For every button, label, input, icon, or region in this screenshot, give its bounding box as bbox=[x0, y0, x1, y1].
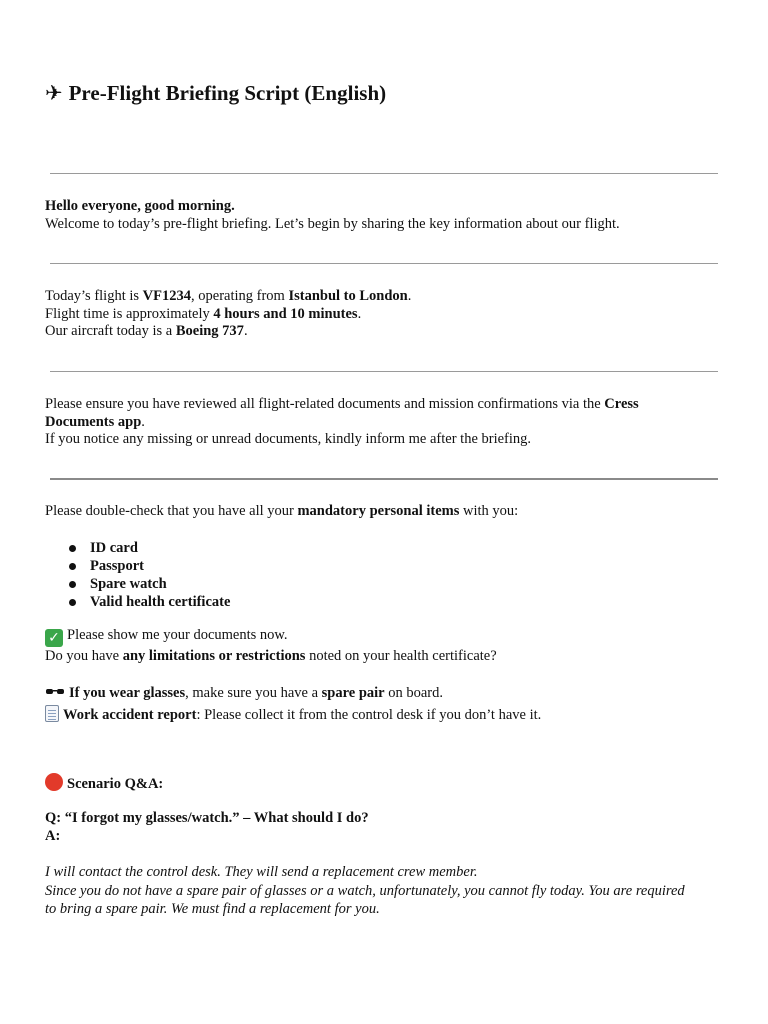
divider bbox=[50, 263, 718, 264]
answer-label: A: bbox=[45, 827, 61, 844]
answer-line: to bring a spare pair. We must find a replacement for you. bbox=[45, 901, 380, 917]
bullet-icon bbox=[69, 581, 76, 588]
divider bbox=[50, 478, 718, 480]
greeting-section bbox=[45, 198, 725, 233]
show-documents-line: ✓ Please show me your documents now. bbox=[45, 627, 725, 647]
answer-line: I will contact the control desk. They will send a replacement crew member. bbox=[45, 864, 478, 880]
page-title-text: Pre-Flight Briefing Script (English) bbox=[68, 81, 387, 105]
divider bbox=[50, 173, 718, 174]
flight-duration: 4 hours and 10 minutes bbox=[213, 305, 358, 322]
document-icon bbox=[45, 705, 59, 722]
greeting-text: Welcome to today’s pre-flight briefing. Let’s begin by sharing the key information about our flight. bbox=[45, 215, 620, 232]
flight-number-line: Today’s flight is VF1234, operating from Istanbul to London. bbox=[45, 288, 412, 304]
scenario-question bbox=[45, 810, 725, 845]
flight-number: VF1234 bbox=[142, 288, 192, 304]
airplane-icon: ✈ bbox=[45, 81, 63, 105]
flight-info-section bbox=[45, 288, 725, 341]
list-item: Spare watch bbox=[45, 575, 725, 593]
list-item: Passport bbox=[45, 557, 725, 575]
personal-items-intro: Please double-check that you have all your mandatory personal items with you: bbox=[45, 503, 519, 519]
flight-route: Istanbul to London bbox=[288, 288, 408, 304]
list-item: ID card bbox=[45, 539, 725, 557]
bullet-icon bbox=[69, 545, 76, 552]
limitations-label: any limitations or restrictions bbox=[122, 648, 306, 664]
bullet-icon bbox=[69, 599, 76, 606]
stop-sign-icon bbox=[45, 773, 63, 791]
glasses-report-section bbox=[45, 682, 725, 724]
documents-section bbox=[45, 396, 725, 449]
glasses-line: If you wear glasses, make sure you have a spare pair on board. bbox=[45, 682, 725, 703]
flight-time-line: Flight time is approximately 4 hours and 10 minutes. bbox=[45, 305, 362, 322]
glasses-icon bbox=[45, 682, 65, 700]
document-check-section bbox=[45, 627, 725, 666]
scenario-answer bbox=[45, 864, 725, 919]
list-item: Valid health certificate bbox=[45, 593, 725, 611]
aircraft-line: Our aircraft today is a Boeing 737. bbox=[45, 323, 248, 339]
answer-line: Since you do not have a spare pair of glasses or a watch, unfortunately, you cannot fly today. You are required bbox=[45, 882, 685, 899]
question-text: Q: “I forgot my glasses/watch.” – What should I do? bbox=[45, 810, 369, 826]
documents-line-2: Documents app. bbox=[45, 413, 145, 430]
mandatory-items-label: mandatory personal items bbox=[297, 503, 460, 519]
scenario-heading: Scenario Q&A: bbox=[45, 773, 725, 794]
greeting-bold: Hello everyone, good morning. bbox=[45, 198, 235, 214]
documents-line-3: If you notice any missing or unread documents, kindly inform me after the briefing. bbox=[45, 431, 532, 447]
page-title bbox=[45, 80, 386, 106]
app-name-part-1: Cress bbox=[604, 396, 639, 412]
app-name-part-2: Documents app bbox=[45, 413, 142, 430]
check-mark-icon: ✓ bbox=[45, 629, 63, 647]
work-report-line: Work accident report: Please collect it from the control desk if you don’t have it. bbox=[45, 705, 725, 725]
aircraft-type: Boeing 737 bbox=[175, 323, 244, 339]
documents-line-1: Please ensure you have reviewed all flight-related documents and mission confirmations via the Cress bbox=[45, 396, 639, 412]
personal-items-list bbox=[45, 539, 725, 611]
divider bbox=[50, 371, 718, 372]
health-question-line: Do you have any limitations or restrictions noted on your health certificate? bbox=[45, 648, 497, 664]
bullet-icon bbox=[69, 563, 76, 570]
